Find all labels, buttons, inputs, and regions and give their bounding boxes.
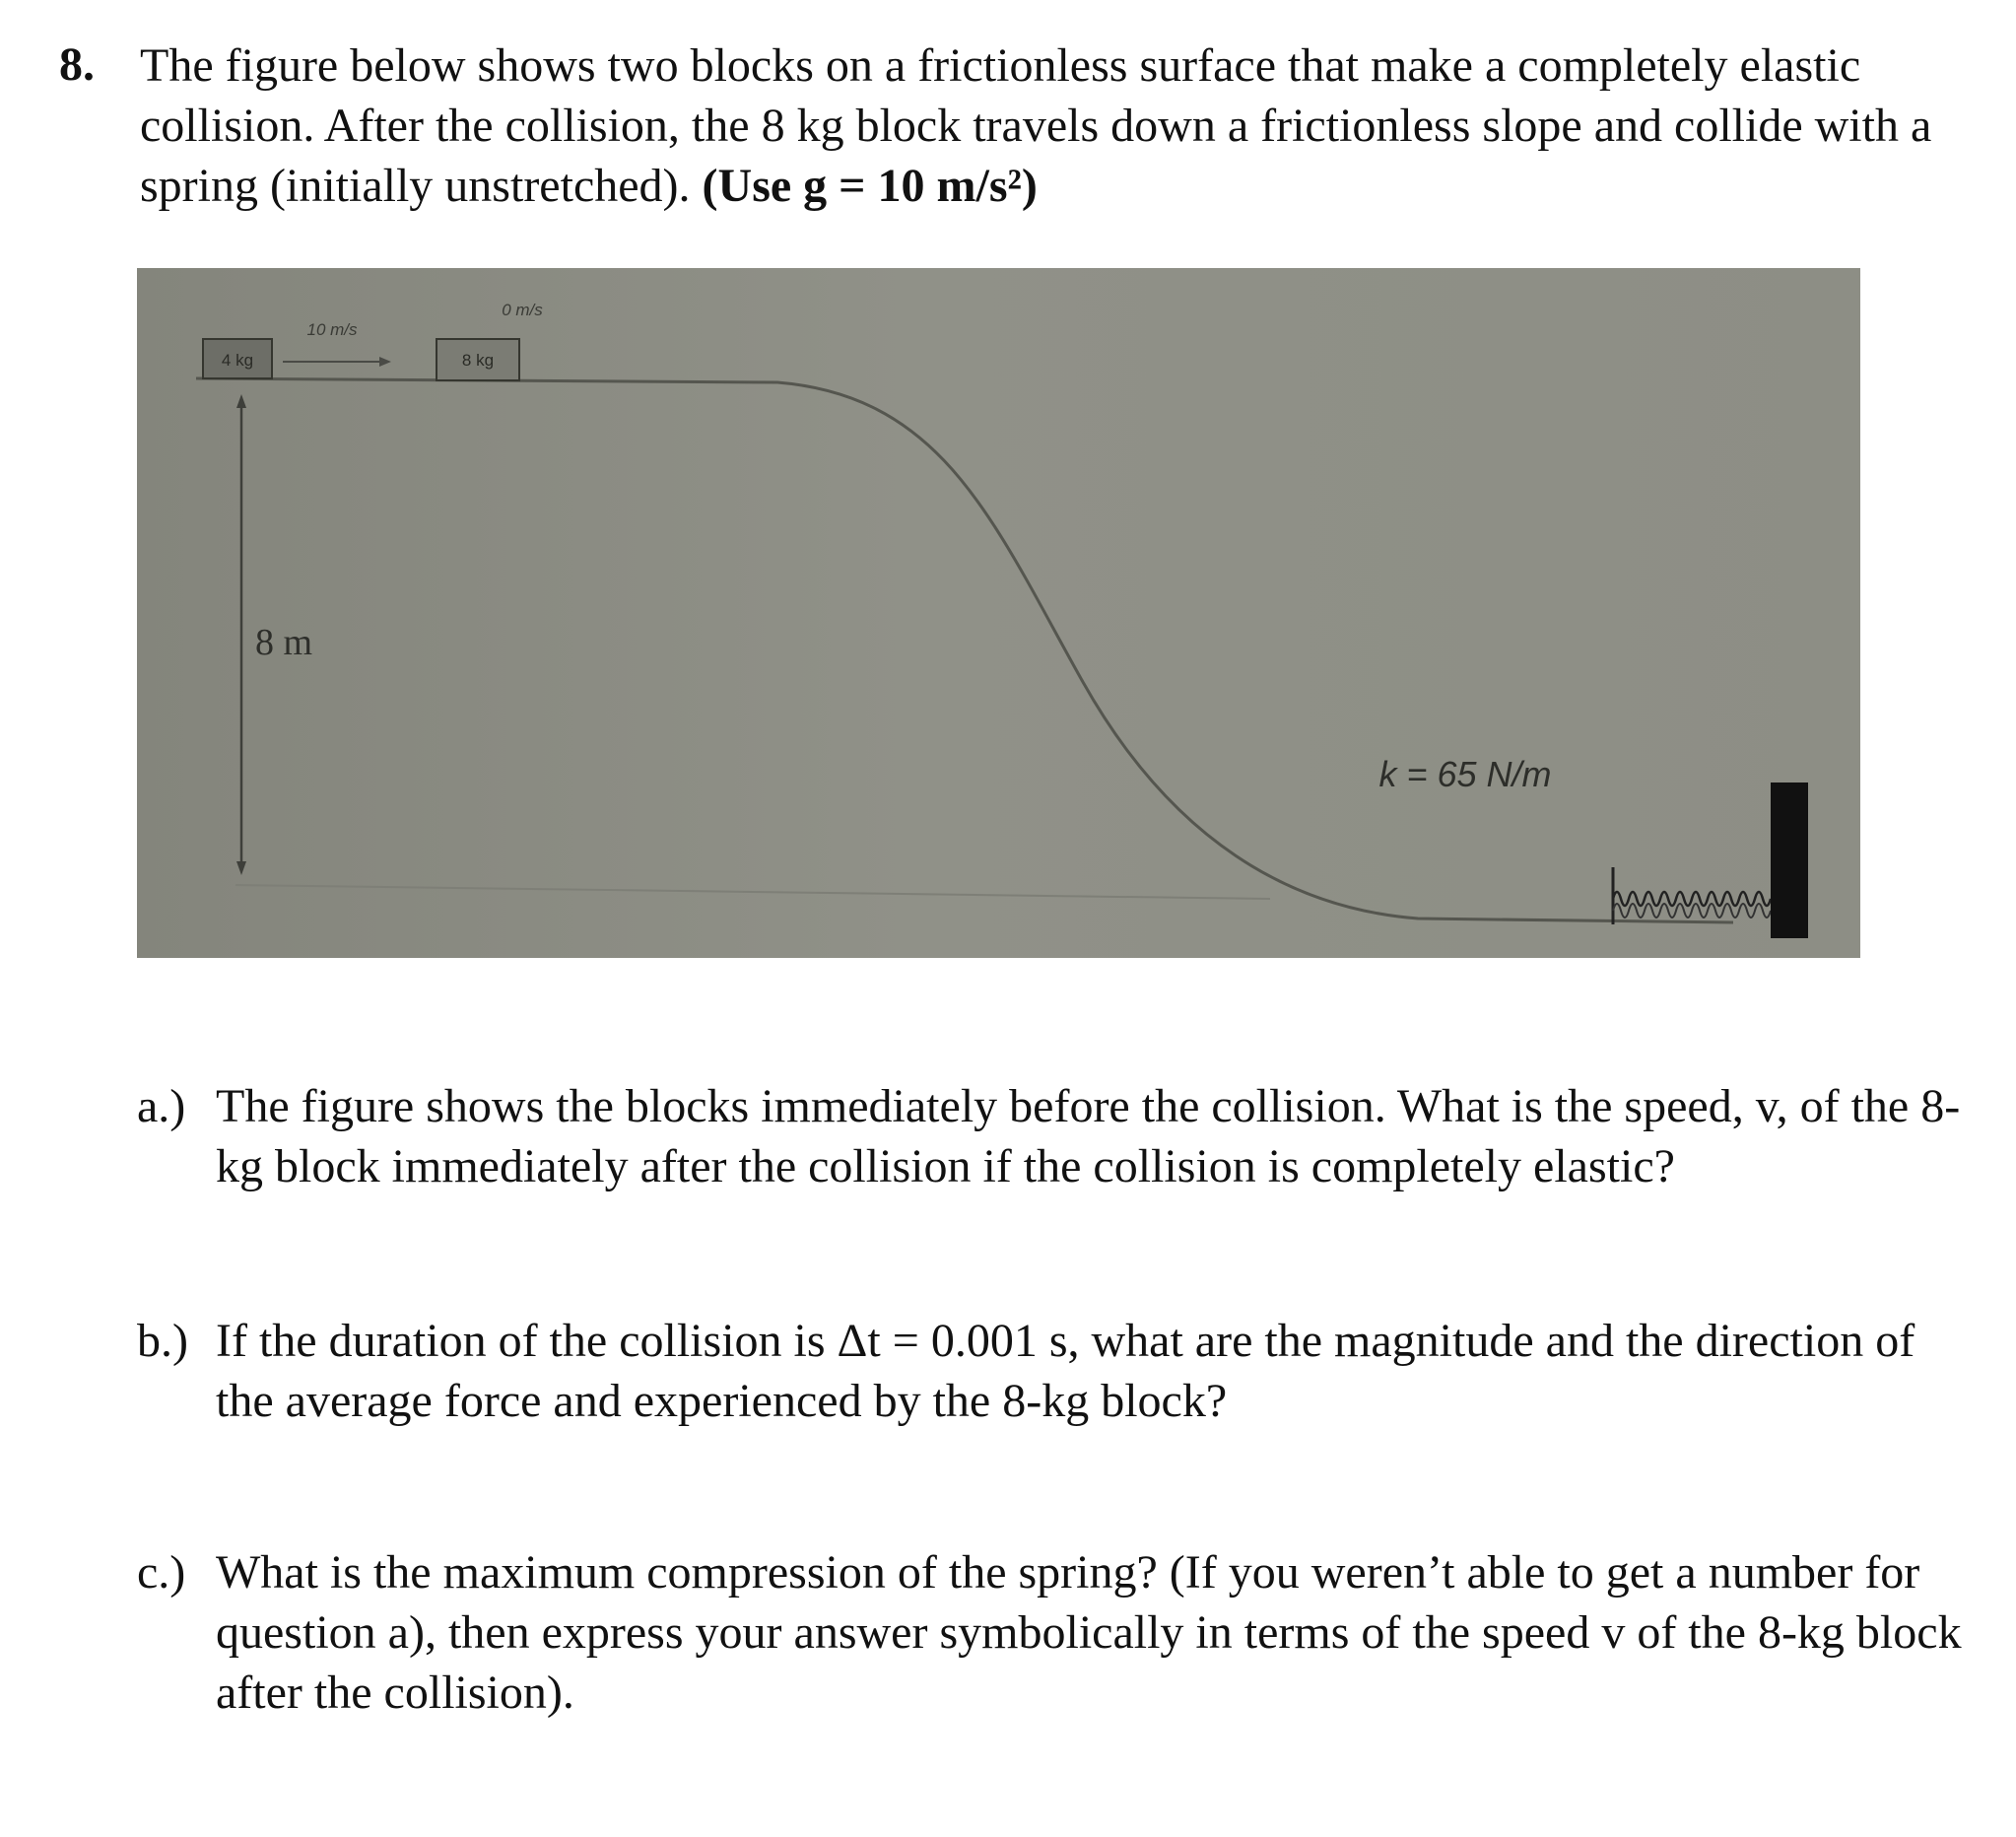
question-a-text: The figure shows the blocks immediately before the collision. What is the speed, v, of the 8-kg block immediately after the collision if the collision is completely elastic? xyxy=(216,1080,1961,1192)
question-c-text: What is the maximum compression of the spring? (If you weren’t able to get a number for question a), then express your answer symbolically in terms of the speed v of the 8-kg block after the collision). xyxy=(216,1546,1962,1719)
question-c-label: c.) xyxy=(137,1546,186,1599)
wall xyxy=(1771,782,1808,938)
spring-constant-label: k = 65 N/m xyxy=(1378,754,1552,794)
problem-text-gravity: (Use g = 10 m/s²) xyxy=(702,160,1038,212)
figure-background xyxy=(137,268,1860,958)
physics-figure xyxy=(137,268,1860,958)
problem-number: 8. xyxy=(59,38,95,91)
figure-canvas xyxy=(137,268,1860,958)
velocity-small-label: 10 m/s xyxy=(306,320,358,339)
problem-text xyxy=(140,35,1992,216)
velocity-large-label: 0 m/s xyxy=(502,301,543,319)
question-a-label: a.) xyxy=(137,1080,186,1132)
block-small-label: 4 kg xyxy=(221,351,254,370)
question-b-label: b.) xyxy=(137,1315,188,1367)
question-b-text: If the duration of the collision is Δt = 0.001 s, what are the magnitude and the direction of the average force and experienced by the 8-kg block? xyxy=(216,1315,1915,1427)
block-large-label: 8 kg xyxy=(461,351,495,370)
problem-text-main: The figure below shows two blocks on a frictionless surface that make a completely elastic collision. After the collision, the 8 kg block travels down a frictionless slope and collide with a spring (initially unstretched). xyxy=(140,39,1932,212)
height-label: 8 m xyxy=(255,622,313,663)
